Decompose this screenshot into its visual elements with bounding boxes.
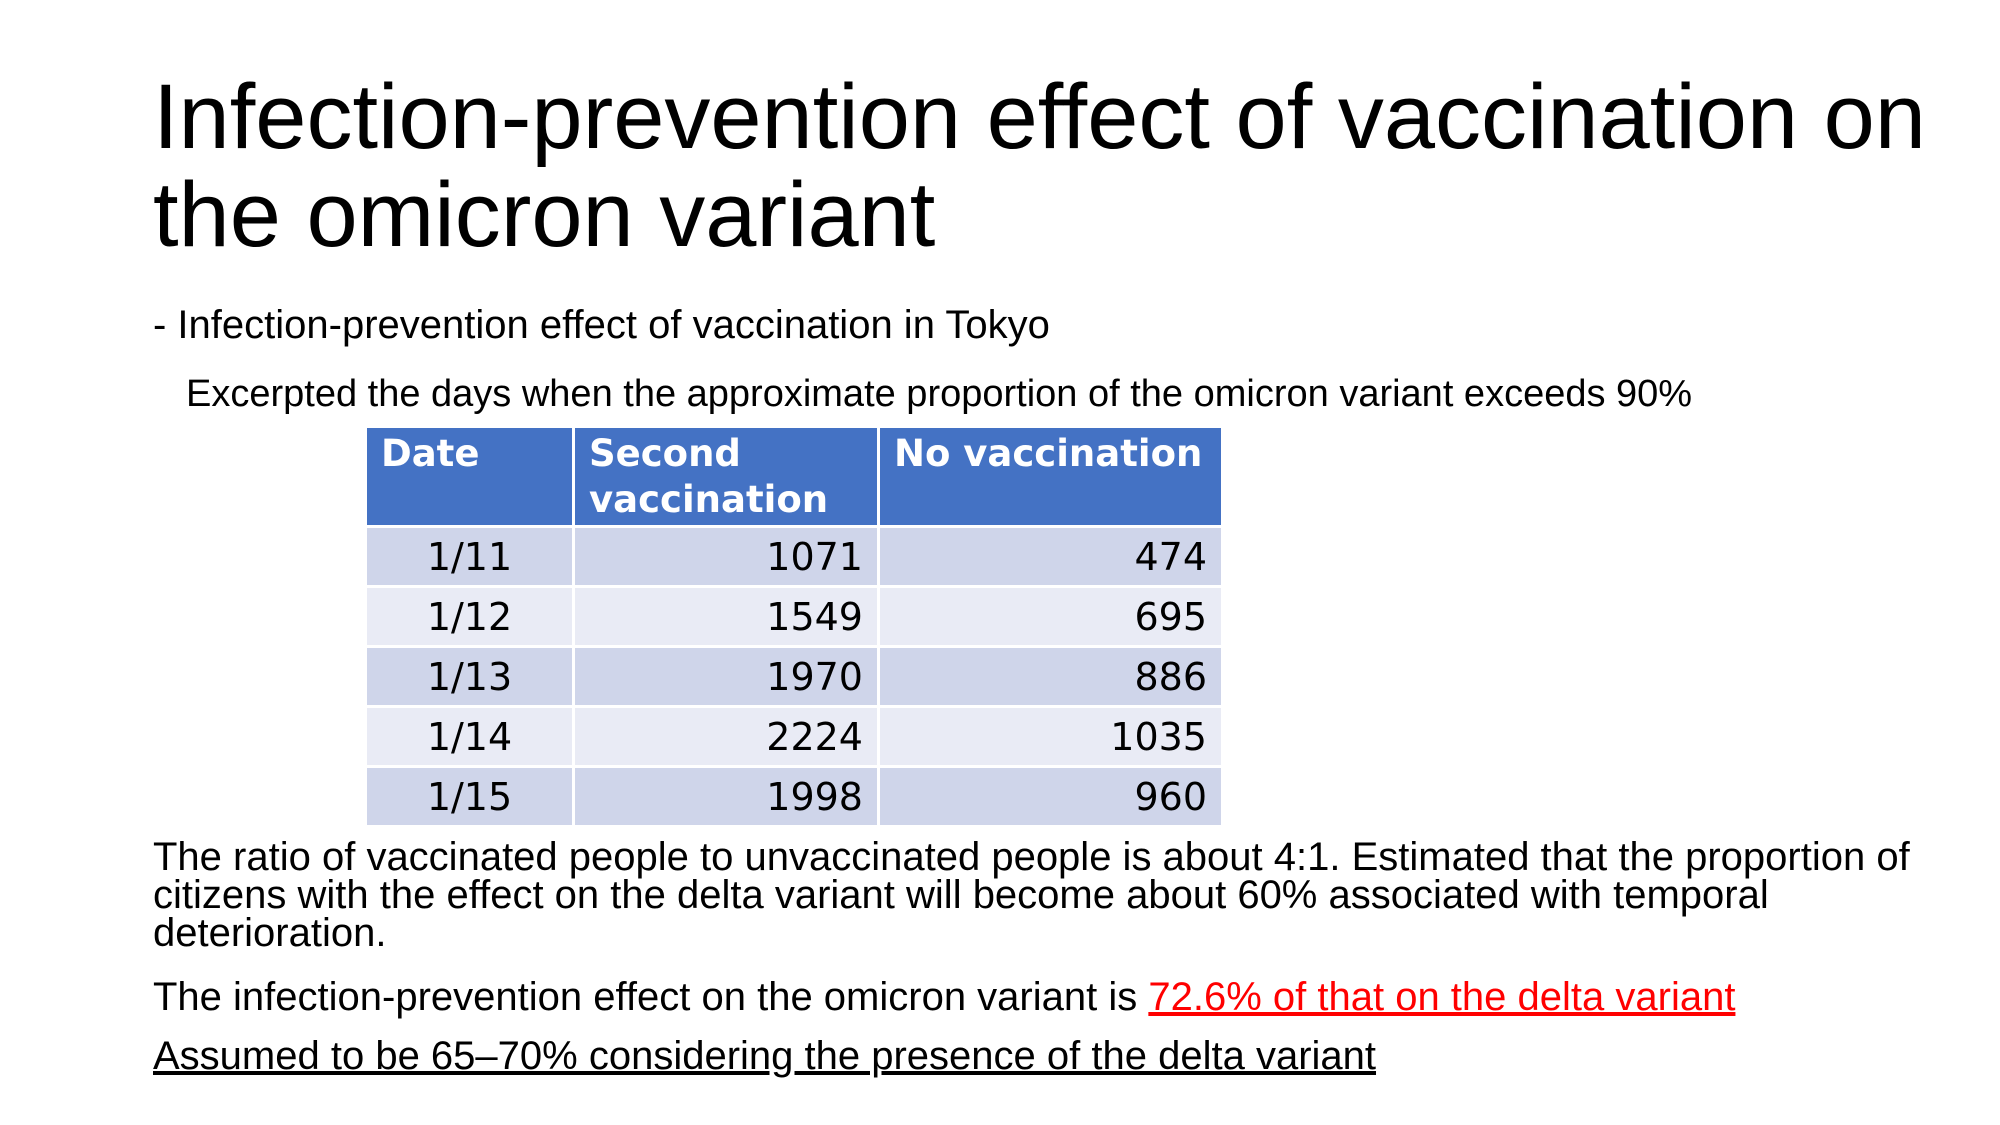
cell-no-vaccination: 886 <box>879 647 1223 707</box>
table-row <box>366 527 1223 587</box>
effect-highlight: 72.6% of that on the delta variant <box>1148 975 1736 1019</box>
table-row <box>366 767 1223 827</box>
slide-subtitle: - Infection-prevention effect of vaccination in Tokyo <box>153 303 1050 347</box>
cell-date: 1/13 <box>366 647 574 707</box>
cell-second-vaccination: 1998 <box>574 767 879 827</box>
cell-second-vaccination: 1970 <box>574 647 879 707</box>
header-no-vaccination: No vaccination <box>879 427 1223 527</box>
effect-prefix: The infection-prevention effect on the omicron variant is <box>153 975 1149 1019</box>
cell-no-vaccination: 960 <box>879 767 1223 827</box>
table-row <box>366 707 1223 767</box>
excerpt-note: Excerpted the days when the approximate proportion of the omicron variant exceeds 90% <box>186 373 1693 415</box>
slide-title: Infection-prevention effect of vaccination on the omicron variant <box>153 66 1926 266</box>
cell-date: 1/11 <box>366 527 574 587</box>
assumption-statement: Assumed to be 65–70% considering the presence of the delta variant <box>153 1034 1377 1078</box>
cell-no-vaccination: 1035 <box>879 707 1223 767</box>
cell-no-vaccination: 474 <box>879 527 1223 587</box>
vaccination-table <box>364 425 1224 828</box>
cell-no-vaccination: 695 <box>879 587 1223 647</box>
cell-date: 1/14 <box>366 707 574 767</box>
header-second-vaccination: Second vaccination <box>574 427 879 527</box>
cell-second-vaccination: 1549 <box>574 587 879 647</box>
ratio-paragraph: The ratio of vaccinated people to unvaccinated people is about 4:1. Estimated that the proportion of citizens with the effect on the delta variant will become about 60% associated with temporal deterioration. <box>153 835 1910 955</box>
table-row <box>366 587 1223 647</box>
cell-date: 1/15 <box>366 767 574 827</box>
header-date: Date <box>366 427 574 527</box>
table-header-row <box>366 427 1223 527</box>
cell-second-vaccination: 1071 <box>574 527 879 587</box>
table-row <box>366 647 1223 707</box>
cell-date: 1/12 <box>366 587 574 647</box>
effect-statement <box>153 972 1735 1022</box>
cell-second-vaccination: 2224 <box>574 707 879 767</box>
